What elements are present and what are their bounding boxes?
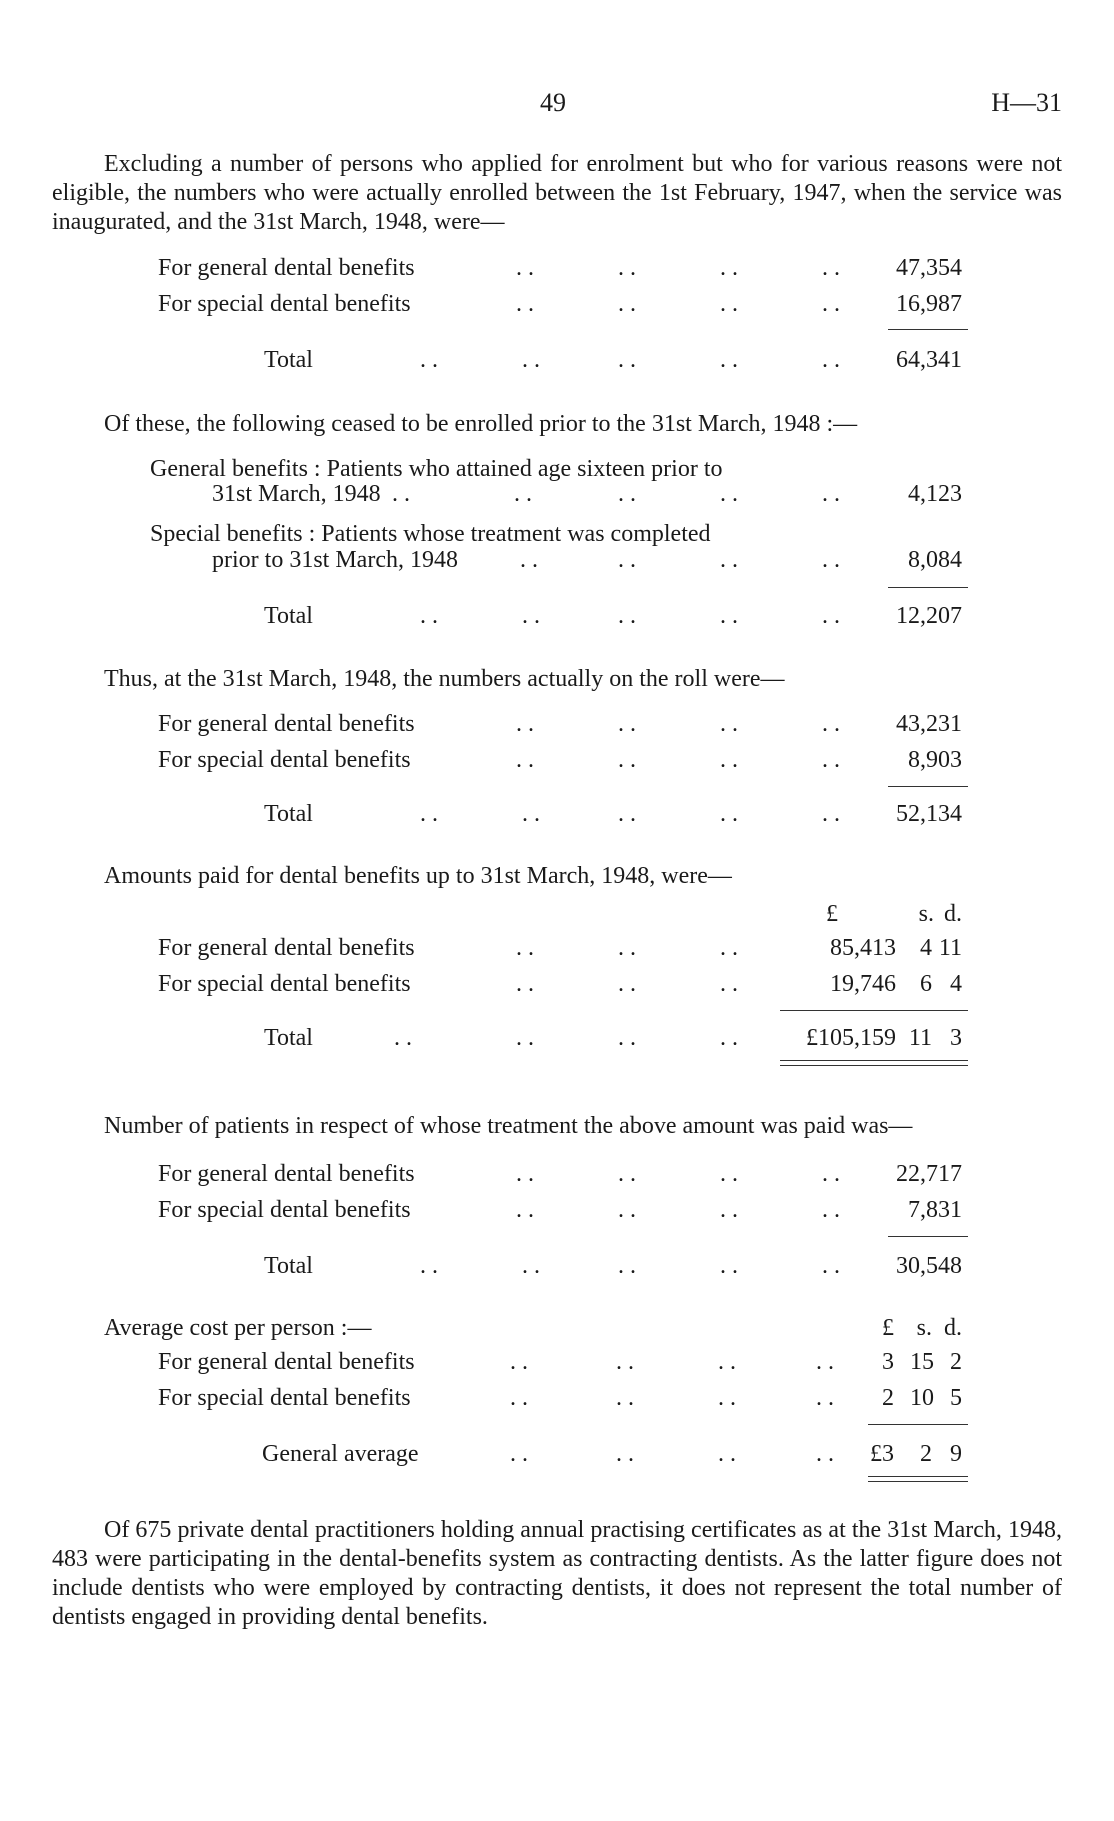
total-label: General average	[262, 1441, 419, 1467]
average-row-general: For general dental benefits . . . . . . . . 3 15 2	[158, 1346, 968, 1378]
shillings-value: 6	[920, 971, 932, 997]
enrolled-row-general: For general dental benefits . . . . . . . . 47,354	[158, 252, 968, 284]
amounts-total-row: Total . . . . . . . . £105,159 11 3	[158, 1022, 968, 1054]
row-label: For special dental benefits	[158, 1385, 411, 1411]
double-rule-top	[780, 1060, 968, 1061]
total-value: 64,341	[896, 347, 962, 373]
page-number: 49	[540, 88, 566, 117]
shillings-value: 4	[920, 935, 932, 961]
double-rule-top	[868, 1476, 968, 1477]
on-roll-row-general: For general dental benefits . . . . . . . . 43,231	[158, 708, 968, 740]
total-label: Total	[264, 1025, 313, 1051]
shillings-header: s.	[916, 1315, 932, 1341]
pounds-value: 2	[882, 1385, 894, 1411]
pence-value: 2	[950, 1349, 962, 1375]
sum-rule	[888, 1236, 968, 1237]
intro-paragraph: Excluding a number of persons who applied for enrolment but who for various reasons were not eligible, the numbers who were actually enrolled between the 1st February, 1947, when the service was inaugurated, and the 31st March, 1948, were—	[52, 151, 1062, 235]
sum-rule	[888, 786, 968, 787]
row-label: For general dental benefits	[158, 711, 415, 737]
total-value: 52,134	[896, 801, 962, 827]
sum-rule	[868, 1424, 968, 1425]
sum-rule	[888, 329, 968, 330]
closing-paragraph: Of 675 private dental practitioners holding annual practising certificates as at the 31st March, 1948, 483 were participating in the dental-benefits system as contracting dentists. As the latter figure does not include dentists who were employed by contracting dentists, it does not represent the total number of dentists engaged in providing dental benefits.	[52, 1517, 1062, 1630]
sum-rule	[888, 587, 968, 588]
total-value: 12,207	[896, 603, 962, 629]
pounds-value: £3	[870, 1441, 894, 1467]
page-header	[0, 88, 1114, 128]
ceased-special-line1: Special benefits : Patients whose treatment was completed	[150, 521, 711, 547]
enrolled-total-row: Total . . . . . . . . . . 64,341	[158, 344, 968, 376]
on-roll-total-row: Total . . . . . . . . . . 52,134	[158, 798, 968, 830]
row-label: For special dental benefits	[158, 971, 411, 997]
patients-total-row: Total . . . . . . . . . . 30,548	[158, 1250, 968, 1282]
total-label: Total	[264, 1253, 313, 1279]
average-heading: Average cost per person :—	[104, 1315, 372, 1341]
total-label: Total	[264, 801, 313, 827]
row-label: 31st March, 1948	[212, 481, 381, 507]
patients-row-general: For general dental benefits . . . . . . . . 22,717	[158, 1158, 968, 1190]
amounts-row-general: For general dental benefits . . . . . . 85,413 4 11	[158, 932, 968, 964]
enrolled-row-special: For special dental benefits . . . . . . . . 16,987	[158, 288, 968, 320]
shillings-value: 11	[908, 1025, 932, 1051]
shillings-value: 2	[920, 1441, 932, 1467]
pence-value: 9	[950, 1441, 962, 1467]
pounds-header: £	[826, 901, 838, 927]
on-roll-row-special: For special dental benefits . . . . . . . . 8,903	[158, 744, 968, 776]
row-value: 16,987	[896, 291, 962, 317]
pounds-value: 85,413	[830, 935, 896, 961]
row-value: 22,717	[896, 1161, 962, 1187]
ceased-special-row: prior to 31st March, 1948 . . . . . . . . 8,084	[150, 544, 968, 576]
amounts-column-headers	[158, 898, 968, 930]
ceased-total-row: Total . . . . . . . . . . 12,207	[158, 600, 968, 632]
row-value: 4,123	[908, 481, 962, 507]
double-rule-bottom	[780, 1065, 968, 1066]
pounds-value: £105,159	[806, 1025, 896, 1051]
total-value: 30,548	[896, 1253, 962, 1279]
row-label: For special dental benefits	[158, 291, 411, 317]
row-value: 43,231	[896, 711, 962, 737]
pounds-value: 3	[882, 1349, 894, 1375]
sum-rule	[780, 1010, 968, 1011]
row-value: 8,903	[908, 747, 962, 773]
average-heading-row	[104, 1312, 968, 1344]
pence-value: 5	[950, 1385, 962, 1411]
row-value: 7,831	[908, 1197, 962, 1223]
total-label: Total	[264, 603, 313, 629]
pence-value: 11	[938, 935, 962, 961]
ceased-general-line1: General benefits : Patients who attained age sixteen prior to	[150, 456, 723, 482]
row-label: For general dental benefits	[158, 255, 415, 281]
shillings-value: 10	[910, 1385, 934, 1411]
row-label: For general dental benefits	[158, 1349, 415, 1375]
average-row-special: For special dental benefits . . . . . . . . 2 10 5	[158, 1382, 968, 1414]
pence-header: d.	[944, 1315, 962, 1341]
pence-value: 3	[950, 1025, 962, 1051]
row-label: For special dental benefits	[158, 747, 411, 773]
pounds-value: 19,746	[830, 971, 896, 997]
pence-value: 4	[950, 971, 962, 997]
total-label: Total	[264, 347, 313, 373]
amounts-heading: Amounts paid for dental benefits up to 31st March, 1948, were—	[104, 863, 732, 889]
average-total-row: General average . . . . . . . . £3 2 9	[158, 1438, 968, 1470]
row-label: For general dental benefits	[158, 935, 415, 961]
patients-heading: Number of patients in respect of whose treatment the above amount was paid was—	[104, 1113, 913, 1139]
pounds-header: £	[882, 1315, 894, 1341]
double-rule-bottom	[868, 1481, 968, 1482]
row-label: prior to 31st March, 1948	[212, 547, 458, 573]
ceased-heading: Of these, the following ceased to be enrolled prior to the 31st March, 1948 :—	[104, 411, 858, 437]
row-label: For general dental benefits	[158, 1161, 415, 1187]
row-label: For special dental benefits	[158, 1197, 411, 1223]
pence-header: d.	[944, 901, 962, 927]
shillings-header: s.	[918, 901, 934, 927]
on-roll-heading: Thus, at the 31st March, 1948, the numbers actually on the roll were—	[104, 666, 785, 692]
ceased-general-row: 31st March, 1948 . . . . . . . . . . 4,123	[150, 478, 968, 510]
amounts-row-special: For special dental benefits . . . . . . 19,746 6 4	[158, 968, 968, 1000]
row-value: 47,354	[896, 255, 962, 281]
patients-row-special: For special dental benefits . . . . . . . . 7,831	[158, 1194, 968, 1226]
document-reference: H—31	[991, 88, 1062, 117]
row-value: 8,084	[908, 547, 962, 573]
shillings-value: 15	[910, 1349, 934, 1375]
